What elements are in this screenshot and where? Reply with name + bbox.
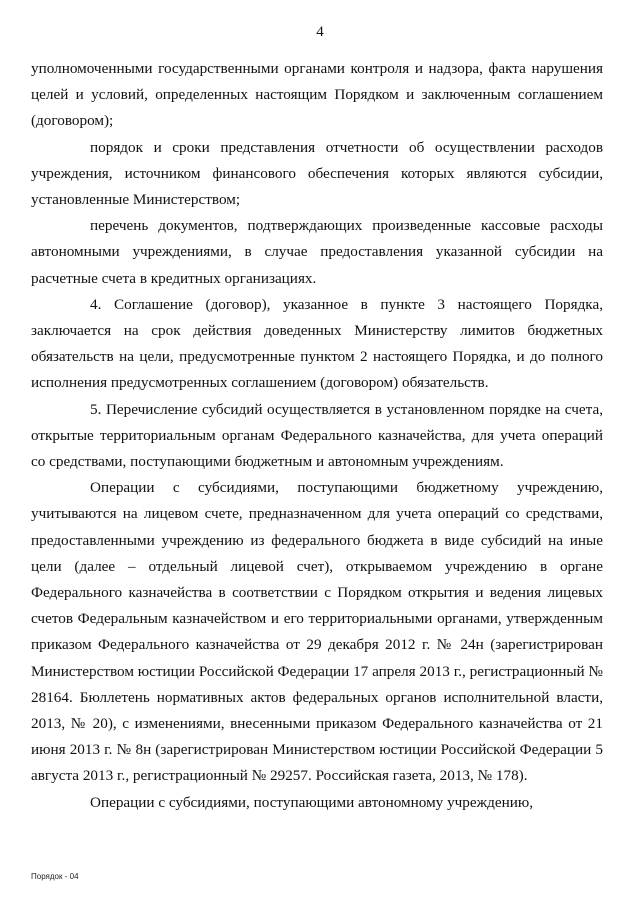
document-body [31, 56, 603, 816]
paragraph: 4. Соглашение (договор), указанное в пункте 3 настоящего Порядка, заключается на срок действия доведенных Министерству лимитов бюджетных обязательств на цели, предусмотренные пунктом 2 настоящего Порядка, и до полного исполнения предусмотренных соглашением (договором) обязательств. [31, 295, 603, 392]
paragraph: перечень документов, подтверждающих произведенные кассовые расходы автономными учреждениями, в случае предоставления указанной субсидии на расчетные счета в кредитных организациях. [31, 217, 603, 287]
paragraph: Операции с субсидиями, поступающими автономному учреждению, [90, 793, 534, 811]
page-number: 4 [316, 24, 324, 40]
paragraph: Операции с субсидиями, поступающими бюджетному учреждению, учитываются на лицевом счете, предназначенном для учета операций со средствами, предоставленными учреждению из федерального бюджета в виде субсидий на иные цели (далее – отдельный лицевой счет), открываемом учреждению в органе Федерального казначейства в соответствии с Порядком открытия и ведения лицевых счетов Федеральным казначейством и его территориальными органами, утвержденным приказом Федерального казначейства от 29 декабря 2012 г. № 24н (зарегистрирован Министерством юстиции Российской Федерации 17 апреля 2013 г., регистрационный № 28164. Бюллетень нормативных актов федеральных органов исполнительной власти, 2013, № 20), с изменениями, внесенными приказом Федерального казначейства от 21 июня 2013 г. № 8н (зарегистрирован Министерством юстиции Российской Федерации 5 августа 2013 г., регистрационный № 29257. Российская газета, 2013, № 178). [31, 479, 603, 785]
paragraph: уполномоченными государственными органами контроля и надзора, факта нарушения целей и условий, определенных настоящим Порядком и заключенным соглашением (договором); [31, 60, 603, 130]
paragraph: 5. Перечисление субсидий осуществляется в установленном порядке на счета, открытые территориальным органам Федерального казначейства, для учета операций со средствами, поступающими бюджетным и автономным учреждениям. [31, 400, 603, 471]
footer-label: Порядок - 04 [31, 872, 79, 881]
paragraph: порядок и сроки представления отчетности об осуществлении расходов учреждения, источником финансового обеспечения которых являются субсидии, установленные Министерством; [31, 138, 603, 209]
